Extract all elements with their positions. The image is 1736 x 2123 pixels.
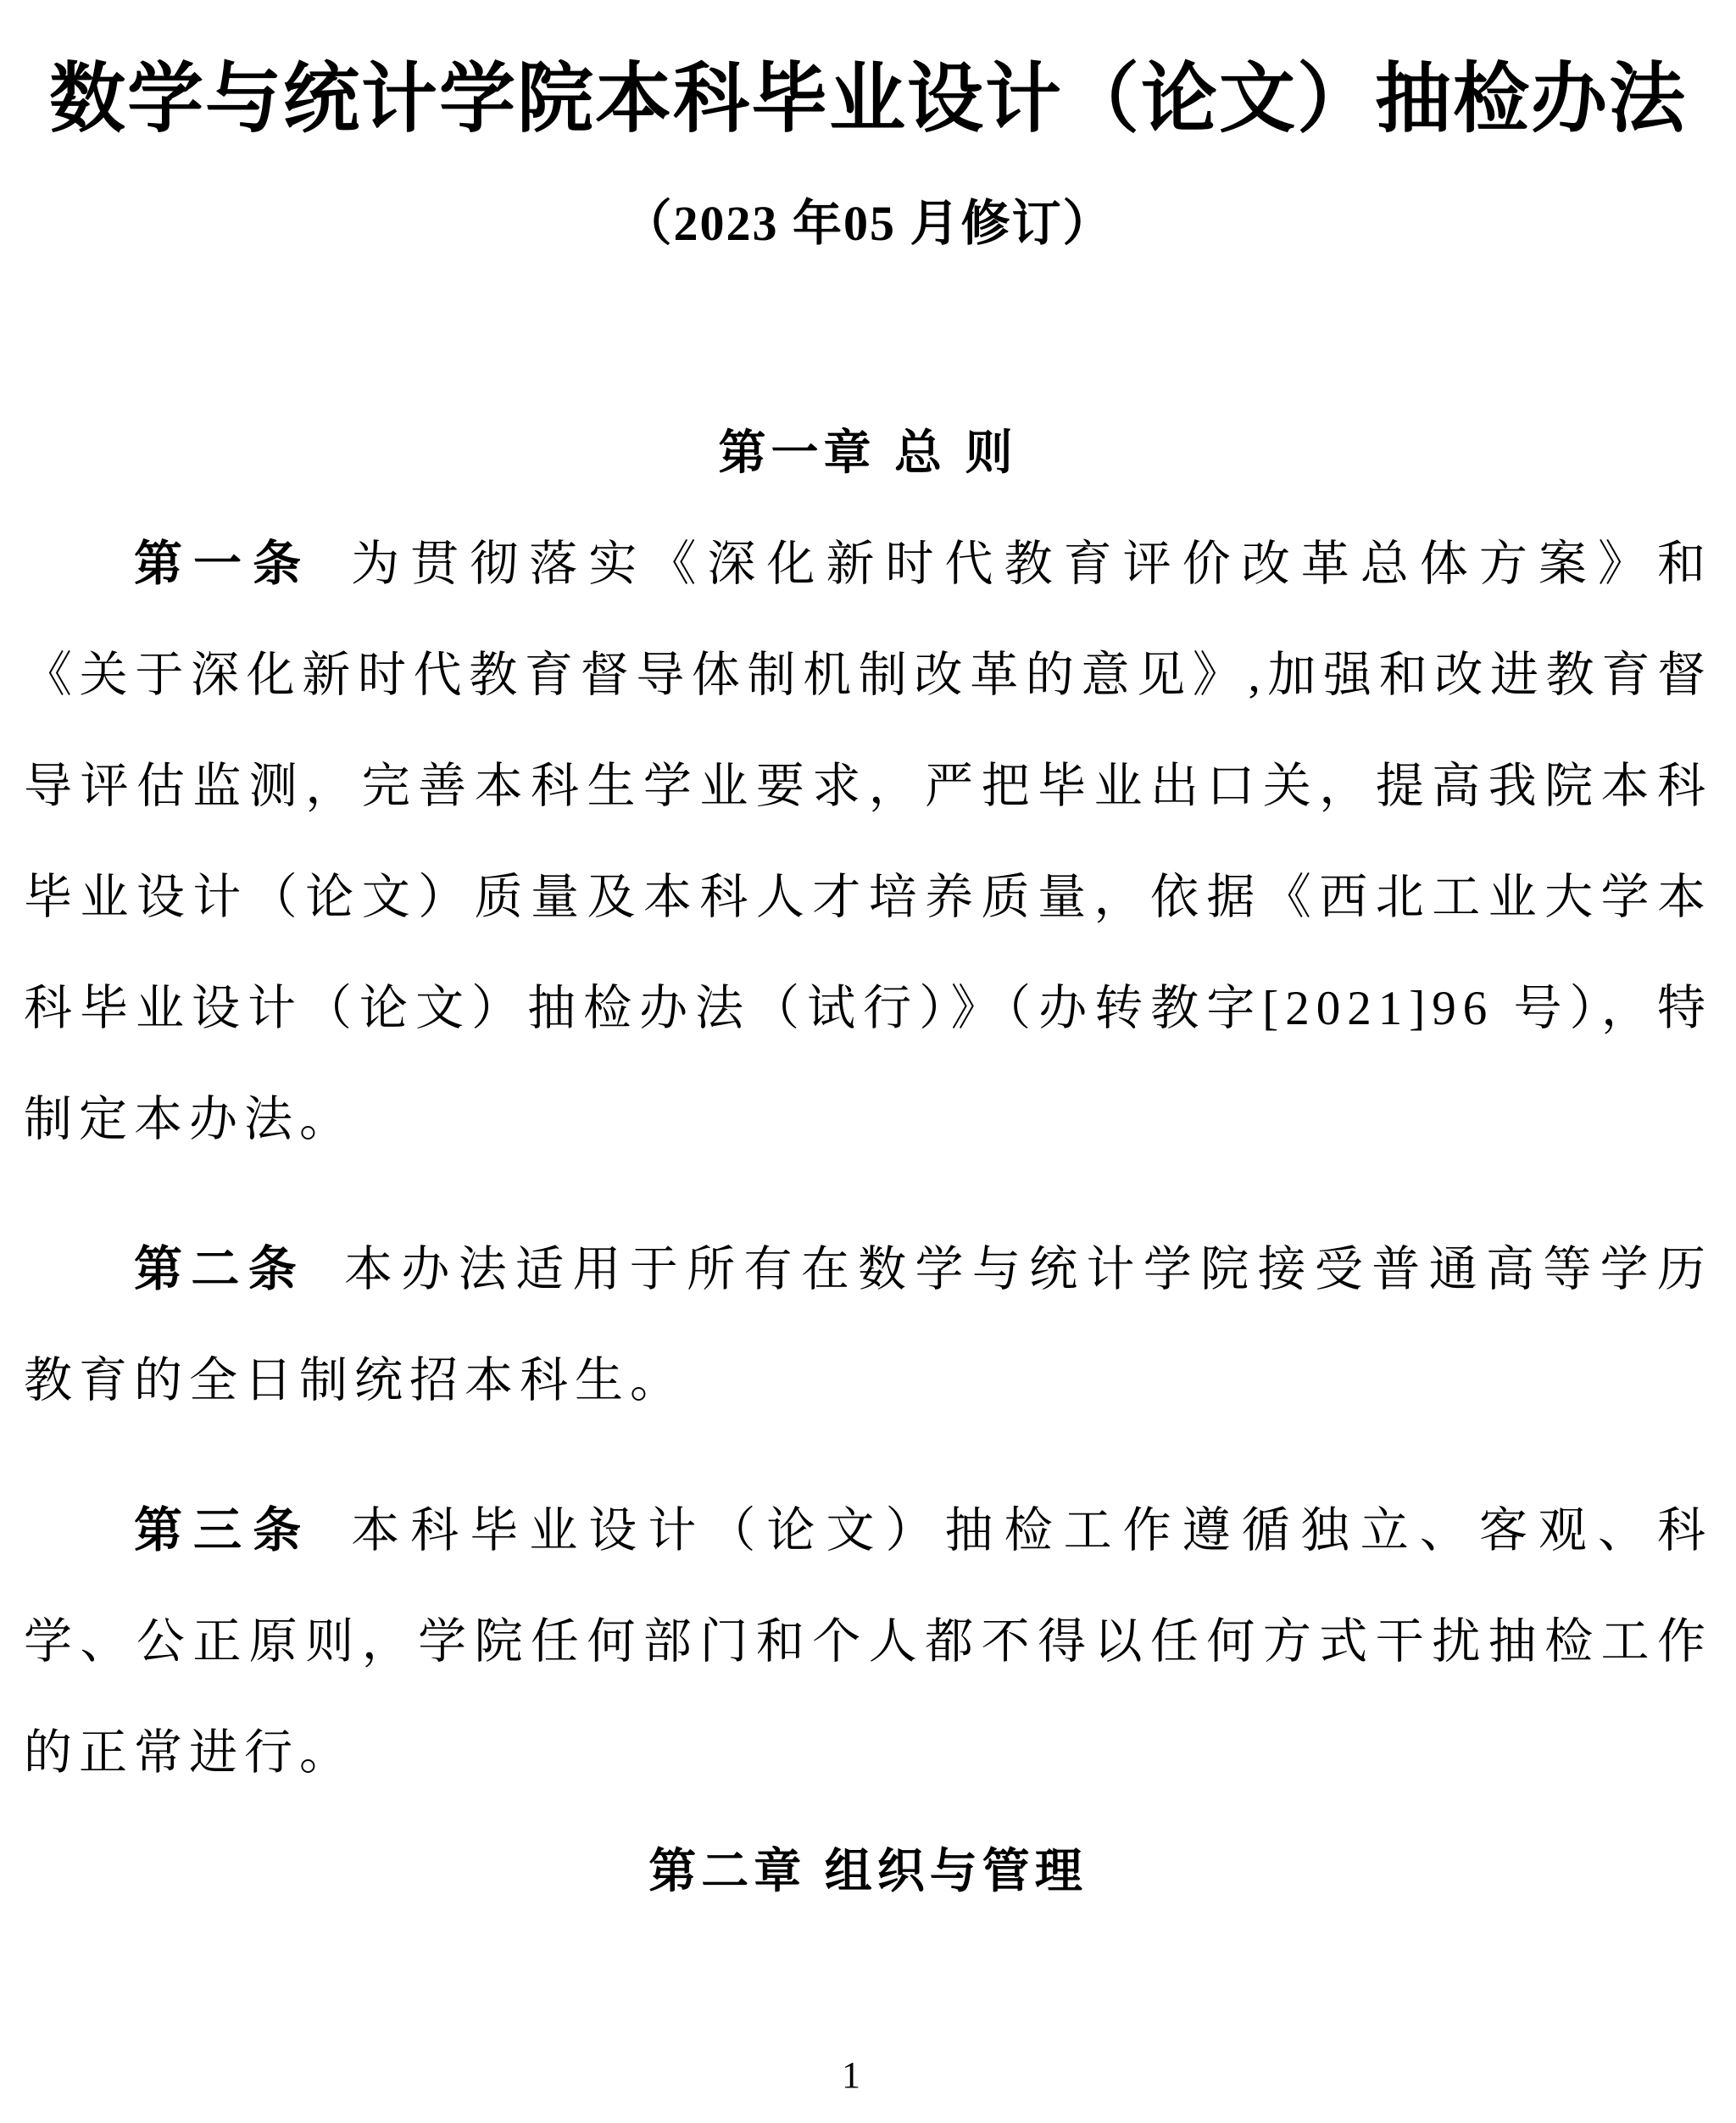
article-label-2: 第二条 xyxy=(134,1243,306,1296)
document-title: 数学与统计学院本科毕业设计（论文）抽检办法 xyxy=(49,58,1687,142)
document-subtitle: （2023 年05 月修订） xyxy=(622,196,1114,251)
article-text-3: 本科毕业设计（论文）抽检工作遵循独立、客观、科学、公正原则，学院任何部门和个人都不得以任何方式干扰抽检工作的正常进行。 xyxy=(24,1504,1713,1780)
article-label-3: 第三条 xyxy=(134,1504,313,1557)
article-paragraph-1 xyxy=(24,509,1712,1175)
page-number: 1 xyxy=(842,2054,860,2096)
article-text-2: 本办法适用于所有在数学与统计学院接受普通高等学历教育的全日制统招本科生。 xyxy=(24,1243,1713,1407)
document-content xyxy=(0,53,1736,1905)
article-paragraph-2 xyxy=(24,1214,1712,1436)
article-label-1: 第一条 xyxy=(134,538,313,591)
article-paragraph-3 xyxy=(24,1475,1712,1808)
article-text-1: 为贯彻落实《深化新时代教育评价改革总体方案》和《关于深化新时代教育督导体制机制改革的意见》,加强和改进教育督导评估监测，完善本科生学业要求，严把毕业出口关，提高我院本科毕业设计（论文）质量及本科人才培养质量，依据《西北工业大学本科毕业设计（论文）抽检办法（试行）》（办转教字[2021]96 号），特制定本办法。 xyxy=(24,538,1713,1146)
chapter-heading-1: 第一章 总 则 xyxy=(718,426,1018,479)
chapter-heading-2: 第二章 组织与管理 xyxy=(648,1844,1088,1897)
